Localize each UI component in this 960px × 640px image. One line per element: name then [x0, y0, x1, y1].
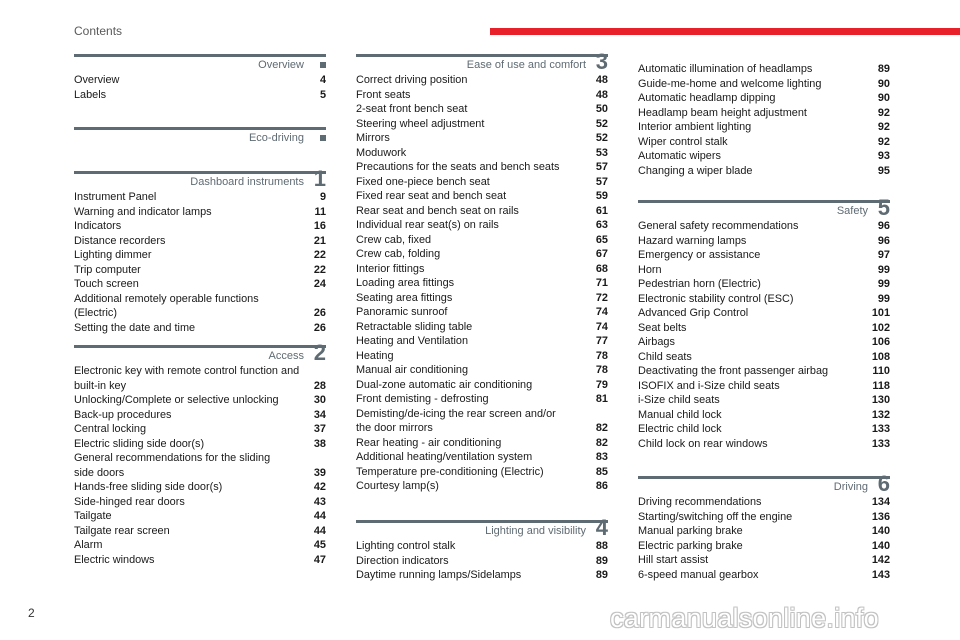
- toc-entry-page: 92: [877, 121, 890, 133]
- toc-entry[interactable]: [356, 334, 608, 349]
- toc-entry[interactable]: [638, 292, 890, 307]
- toc-section: [74, 340, 326, 567]
- toc-entry[interactable]: [74, 263, 326, 278]
- toc-entry-title: Distance recorders: [74, 234, 166, 247]
- toc-section: [74, 127, 326, 146]
- toc-entry[interactable]: [356, 407, 608, 422]
- toc-entry[interactable]: [638, 524, 890, 539]
- toc-entry[interactable]: [74, 190, 326, 205]
- toc-entry-title: Driving recommendations: [638, 496, 762, 508]
- toc-entry-title: Crew cab, fixed: [356, 233, 432, 246]
- toc-entry[interactable]: [638, 106, 890, 121]
- toc-entry-title: Fixed rear seat and bench seat: [356, 190, 507, 202]
- section-header: [356, 49, 608, 74]
- toc-entry[interactable]: [638, 539, 890, 554]
- toc-entry-title: Labels: [74, 88, 107, 101]
- section-number: 5: [877, 195, 890, 220]
- toc-entry-title: Indicators: [74, 220, 122, 232]
- toc-entry[interactable]: [356, 204, 608, 219]
- toc-entry[interactable]: [356, 291, 608, 306]
- toc-entry-page: 37: [313, 423, 326, 435]
- toc-entry-page: 68: [595, 262, 608, 275]
- toc-entry-title: Setting the date and time: [74, 321, 196, 334]
- section-number: 4: [595, 515, 608, 540]
- toc-entry-page: 4: [319, 74, 326, 86]
- toc-entry-page: 22: [313, 249, 326, 261]
- toc-entry-title: Electronic key with remote control function and: [74, 365, 300, 377]
- section-title: Safety: [836, 205, 868, 217]
- toc-entry[interactable]: [638, 495, 890, 510]
- section-number: 6: [877, 471, 890, 496]
- toc-entry-title: Guide-me-home and welcome lighting: [638, 77, 822, 90]
- toc-entry-title: Tailgate: [74, 510, 112, 522]
- toc-entry-title: Overview: [74, 74, 120, 86]
- header-accent-bar: [490, 28, 960, 35]
- toc-entry[interactable]: [356, 479, 608, 494]
- toc-entry-page: 50: [595, 103, 608, 115]
- toc-entry-page: 48: [595, 74, 608, 86]
- page-number: 2: [28, 606, 35, 620]
- toc-section: [74, 54, 326, 102]
- toc-entry-page: 43: [313, 495, 326, 508]
- toc-entry[interactable]: [638, 335, 890, 350]
- toc-entry-page: 85: [595, 465, 608, 478]
- toc-entry-page: 48: [595, 88, 608, 101]
- toc-entry[interactable]: [638, 77, 890, 92]
- toc-entry-title: Electric parking brake: [638, 539, 743, 552]
- toc-entry-page: 106: [871, 336, 890, 348]
- section-number: 1: [313, 166, 326, 191]
- toc-entry-page: 82: [595, 422, 608, 434]
- toc-entry[interactable]: [638, 248, 890, 263]
- toc-entry-page: 81: [595, 393, 608, 405]
- toc-entry-title: Pedestrian horn (Electric): [638, 278, 761, 290]
- toc-entry-title: Electronic stability control (ESC): [638, 292, 794, 305]
- toc-entry-title: built-in key: [74, 379, 127, 392]
- toc-entry-page: 89: [595, 569, 608, 581]
- toc-entry-title: Seat belts: [638, 321, 687, 334]
- toc-entry-page: 22: [313, 263, 326, 276]
- toc-entry-title: Starting/switching off the engine: [638, 510, 793, 523]
- toc-entry-page: 99: [877, 278, 890, 290]
- toc-entry-title: Hill start assist: [638, 554, 709, 566]
- toc-entry-title: Hazard warning lamps: [638, 234, 747, 247]
- toc-entry-title: Courtesy lamp(s): [356, 480, 439, 492]
- toc-entry[interactable]: [356, 189, 608, 204]
- toc-entry-page: 92: [877, 106, 890, 119]
- toc-entry-page: 52: [595, 132, 608, 144]
- toc-entry-page: 21: [313, 234, 326, 247]
- toc-entry[interactable]: [74, 88, 326, 103]
- toc-entry-title: Manual parking brake: [638, 525, 743, 537]
- toc-entry[interactable]: [638, 364, 890, 379]
- toc-entry-page: 133: [871, 437, 890, 450]
- toc-entry-title: Headlamp beam height adjustment: [638, 106, 807, 119]
- toc-entry[interactable]: [356, 320, 608, 335]
- toc-entry-title: Instrument Panel: [74, 191, 157, 203]
- toc-entry-page: 82: [595, 436, 608, 449]
- toc-entry-title: Alarm: [74, 539, 103, 551]
- toc-entry-page: 86: [595, 480, 608, 492]
- toc-entry-title: Changing a wiper blade: [638, 164, 753, 177]
- toc-entry-title: Rear heating - air conditioning: [356, 436, 502, 449]
- toc-entry[interactable]: [74, 205, 326, 220]
- toc-entry-page: 24: [313, 278, 326, 290]
- toc-entry-page: 97: [877, 249, 890, 261]
- toc-entry-title: Airbags: [638, 336, 675, 348]
- toc-entry-title: Front demisting - defrosting: [356, 393, 489, 405]
- toc-entry[interactable]: [638, 120, 890, 135]
- toc-entry-page: 74: [595, 306, 608, 318]
- toc-entry[interactable]: [356, 378, 608, 393]
- toc-entry-title: Manual air conditioning: [356, 364, 469, 376]
- toc-entry-title: Lighting control stalk: [356, 540, 456, 552]
- toc-entry-title: Interior ambient lighting: [638, 121, 752, 133]
- toc-entry-title: Individual rear seat(s) on rails: [356, 219, 499, 231]
- toc-entry[interactable]: [638, 234, 890, 249]
- toc-entry-title: Interior fittings: [356, 262, 425, 275]
- toc-entry-page: 53: [595, 146, 608, 159]
- toc-entry-page: 5: [319, 88, 326, 101]
- toc-entry-title: Precautions for the seats and bench seats: [356, 161, 560, 173]
- toc-entry-page: 89: [595, 554, 608, 567]
- toc-section: [74, 166, 326, 335]
- toc-entry-title: Advanced Grip Control: [638, 307, 749, 319]
- toc-entry[interactable]: [638, 408, 890, 423]
- toc-entry[interactable]: [356, 305, 608, 320]
- section-header: [356, 515, 608, 540]
- toc-entry-title: Additional remotely operable functions (Electric): [74, 292, 259, 319]
- toc-entry-page: 59: [595, 190, 608, 202]
- toc-entry-page: 44: [313, 510, 326, 522]
- toc-entry-page: 67: [595, 248, 608, 260]
- toc-entry-title: Hands-free sliding side door(s): [74, 481, 223, 493]
- toc-entry-page: 26: [313, 321, 326, 334]
- toc-entry-page: 93: [877, 150, 890, 162]
- section-header: [74, 127, 326, 145]
- toc-entry[interactable]: [356, 363, 608, 378]
- toc-entry-title: Electric sliding side door(s): [74, 437, 205, 450]
- toc-entry[interactable]: [74, 408, 326, 423]
- toc-entry-page: 16: [313, 220, 326, 232]
- toc-entry[interactable]: [74, 364, 326, 379]
- toc-entry[interactable]: [74, 451, 326, 466]
- toc-entry[interactable]: [74, 248, 326, 263]
- toc-entry[interactable]: [74, 379, 326, 394]
- section-header: [638, 471, 890, 496]
- toc-entry[interactable]: [356, 465, 608, 480]
- toc-entry[interactable]: [356, 247, 608, 262]
- toc-entry[interactable]: [638, 553, 890, 568]
- toc-entry-title: Direction indicators: [356, 554, 449, 567]
- section-title: Overview: [258, 59, 304, 71]
- toc-entry-title: Tailgate rear screen: [74, 524, 170, 537]
- toc-entry-page: 101: [871, 307, 890, 319]
- toc-entry-title: side doors: [74, 466, 125, 479]
- square-bullet-icon: [320, 62, 326, 68]
- toc-entry-page: 11: [314, 205, 326, 218]
- toc-entry-page: 74: [595, 320, 608, 333]
- toc-entry-page: 45: [313, 539, 326, 551]
- toc-entry-page: 134: [871, 496, 890, 508]
- toc-entry-page: 118: [872, 379, 890, 392]
- toc-entry[interactable]: [74, 277, 326, 292]
- toc-entry[interactable]: [638, 277, 890, 292]
- section-number: 3: [595, 49, 608, 74]
- toc-entry[interactable]: [638, 437, 890, 452]
- toc-entry[interactable]: [638, 91, 890, 106]
- toc-entry[interactable]: [356, 554, 608, 569]
- toc-entry-page: 39: [313, 466, 326, 479]
- toc-entry[interactable]: [74, 393, 326, 408]
- toc-entry-title: Temperature pre-conditioning (Electric): [356, 465, 544, 478]
- toc-entry-page: 63: [595, 219, 608, 231]
- toc-entry[interactable]: [356, 218, 608, 233]
- toc-entry[interactable]: [638, 62, 890, 77]
- toc-entry-title: Daytime running lamps/Sidelamps: [356, 569, 522, 581]
- toc-entry-title: Manual child lock: [638, 408, 722, 421]
- toc-entry-title: Horn: [638, 263, 662, 276]
- toc-entry-page: 96: [877, 220, 890, 232]
- toc-entry-title: Demisting/de-icing the rear screen and/or: [356, 407, 556, 420]
- page-title: Contents: [74, 24, 123, 38]
- toc-entry-title: Retractable sliding table: [356, 320, 473, 333]
- toc-entry-page: 90: [877, 92, 890, 104]
- toc-entry-title: Electric windows: [74, 553, 155, 566]
- toc-entry[interactable]: [356, 568, 608, 583]
- toc-entry[interactable]: [74, 480, 326, 495]
- toc-entry[interactable]: [356, 73, 608, 88]
- toc-entry-page: 140: [871, 539, 890, 552]
- toc-section: [638, 471, 890, 582]
- toc-entry[interactable]: [74, 437, 326, 452]
- toc-entry[interactable]: [638, 350, 890, 365]
- toc-entry-title: 2-seat front bench seat: [356, 103, 468, 115]
- section-header: [74, 166, 326, 191]
- toc-entry-page: 42: [313, 481, 326, 493]
- toc-entry-page: 136: [871, 510, 890, 523]
- toc-entry-page: 83: [595, 451, 608, 463]
- toc-section: [638, 195, 890, 451]
- toc-entry-page: 9: [319, 191, 326, 203]
- toc-entry-title: Dual-zone automatic air conditioning: [356, 378, 533, 391]
- toc-entry[interactable]: [638, 510, 890, 525]
- toc-section: [356, 515, 608, 583]
- square-bullet-icon: [320, 135, 326, 141]
- toc-entry-page: 52: [595, 117, 608, 130]
- toc-entry[interactable]: [356, 117, 608, 132]
- section-title: Lighting and visibility: [485, 525, 586, 537]
- section-title: Driving: [833, 481, 868, 493]
- toc-entry[interactable]: [74, 73, 326, 88]
- toc-entry-page: 28: [313, 379, 326, 392]
- toc-entry-page: 142: [871, 554, 890, 566]
- toc-entry[interactable]: [356, 131, 608, 146]
- toc-entry-title: Trip computer: [74, 263, 141, 276]
- toc-entry[interactable]: [74, 422, 326, 437]
- toc-entry[interactable]: [74, 466, 326, 481]
- section-number: 2: [313, 340, 326, 365]
- toc-entry-page: 78: [595, 349, 608, 362]
- toc-entry-page: 44: [313, 524, 326, 537]
- toc-entry-page: 99: [877, 292, 890, 305]
- section-header: [74, 54, 326, 72]
- toc-entry-page: 65: [595, 233, 608, 246]
- toc-entry-title: Unlocking/Complete or selective unlocking: [74, 394, 279, 406]
- toc-entry-page: 110: [872, 365, 890, 377]
- watermark: carmanualsonline.info: [610, 603, 879, 633]
- toc-entry[interactable]: [356, 276, 608, 291]
- toc-entry-title: Automatic illumination of headlamps: [638, 63, 813, 75]
- toc-entry-title: the door mirrors: [356, 422, 433, 434]
- toc-entry-page: 108: [871, 350, 890, 363]
- toc-entry-title: Emergency or assistance: [638, 249, 761, 261]
- toc-entry[interactable]: [74, 524, 326, 539]
- toc-entry-page: 38: [313, 437, 326, 450]
- toc-entry[interactable]: [638, 164, 890, 179]
- toc-entry-title: Mirrors: [356, 132, 390, 144]
- toc-entry-title: Electric child lock: [638, 423, 722, 435]
- toc-entry[interactable]: [74, 509, 326, 524]
- toc-entry[interactable]: [638, 135, 890, 150]
- toc-entry-title: Rear seat and bench seat on rails: [356, 204, 519, 217]
- toc-entry-title: Automatic wipers: [638, 150, 721, 162]
- toc-entry-page: 71: [595, 277, 608, 289]
- toc-entry-title: Child lock on rear windows: [638, 437, 768, 450]
- toc-entry-title: i-Size child seats: [638, 394, 720, 406]
- toc-entry[interactable]: [356, 233, 608, 248]
- toc-entry-page: 34: [313, 408, 326, 421]
- toc-entry-page: 78: [595, 364, 608, 376]
- toc-entry-title: Lighting dimmer: [74, 249, 152, 261]
- toc-entry-title: Wiper control stalk: [638, 135, 728, 148]
- toc-entry[interactable]: [638, 263, 890, 278]
- toc-entry-title: Automatic headlamp dipping: [638, 92, 776, 104]
- section-title: Eco-driving: [248, 132, 304, 144]
- toc-entry-page: 57: [595, 175, 608, 188]
- toc-entry-title: Side-hinged rear doors: [74, 495, 185, 508]
- toc-entry-page: 88: [595, 540, 608, 552]
- toc-entry-title: Front seats: [356, 88, 411, 101]
- toc-entry-title: Moduwork: [356, 146, 407, 159]
- toc-entry[interactable]: [638, 568, 890, 583]
- toc-entry-title: Additional heating/ventilation system: [356, 451, 533, 463]
- toc-entry-page: 133: [871, 423, 890, 435]
- toc-entry[interactable]: [638, 306, 890, 321]
- toc-entry-page: 99: [877, 263, 890, 276]
- toc-entry[interactable]: [356, 450, 608, 465]
- toc-entry-page: 102: [871, 321, 890, 334]
- toc-entry-page: 143: [871, 568, 890, 581]
- section-title: Dashboard instruments: [190, 176, 304, 188]
- toc-entry-page: 79: [595, 378, 608, 391]
- toc-entry[interactable]: [356, 160, 608, 175]
- toc-entry-title: Heating and Ventilation: [356, 335, 469, 347]
- toc-entry[interactable]: [638, 149, 890, 164]
- toc-entry-title: 6-speed manual gearbox: [638, 568, 759, 581]
- toc-entry[interactable]: [74, 495, 326, 510]
- toc-entry-page: 95: [877, 164, 890, 177]
- toc-entry[interactable]: [638, 219, 890, 234]
- toc-entry[interactable]: [356, 262, 608, 277]
- toc-entry[interactable]: [356, 88, 608, 103]
- toc-entry[interactable]: [638, 379, 890, 394]
- toc-entry-page: 89: [877, 63, 890, 75]
- toc-entry-page: 140: [871, 525, 890, 537]
- toc-entry[interactable]: [74, 321, 326, 336]
- toc-entry-title: General recommendations for the sliding: [74, 452, 271, 464]
- toc-entry[interactable]: [356, 436, 608, 451]
- toc-entry[interactable]: [356, 146, 608, 161]
- toc-entry[interactable]: [356, 421, 608, 436]
- section-header: [638, 195, 890, 220]
- toc-entry-page: 77: [595, 335, 608, 347]
- toc-entry-page: 90: [877, 77, 890, 90]
- toc-entry[interactable]: [356, 102, 608, 117]
- toc-entry-page: 47: [313, 553, 326, 566]
- toc-entry[interactable]: [356, 349, 608, 364]
- toc-entry-title: Deactivating the front passenger airbag: [638, 365, 829, 377]
- toc-entry[interactable]: [356, 175, 608, 190]
- toc-entry[interactable]: [356, 392, 608, 407]
- toc-entry[interactable]: [638, 422, 890, 437]
- toc-entry-page: 26: [313, 307, 326, 319]
- toc-entry[interactable]: [638, 321, 890, 336]
- toc-entry[interactable]: [74, 234, 326, 249]
- toc-entry-title: Steering wheel adjustment: [356, 117, 485, 130]
- toc-entry-title: Warning and indicator lamps: [74, 205, 212, 218]
- toc-entry-title: General safety recommendations: [638, 220, 799, 232]
- toc-entry[interactable]: [74, 219, 326, 234]
- toc-entry-page: 92: [877, 135, 890, 148]
- toc-entry-title: Heating: [356, 349, 394, 362]
- toc-entry[interactable]: [638, 393, 890, 408]
- toc-entry-title: ISOFIX and i-Size child seats: [638, 379, 780, 392]
- toc-entry[interactable]: [74, 292, 326, 321]
- toc-entry-page: 96: [877, 234, 890, 247]
- section-title: Access: [268, 350, 304, 362]
- toc-entry-title: Back-up procedures: [74, 408, 172, 421]
- toc-entry-page: 61: [595, 204, 608, 217]
- toc-entry-title: Touch screen: [74, 278, 139, 290]
- toc-entry-page: 57: [595, 161, 608, 173]
- toc-entry[interactable]: [356, 539, 608, 554]
- toc-entry-page: 30: [313, 394, 326, 406]
- toc-entry-title: Panoramic sunroof: [356, 306, 448, 318]
- section-title: Ease of use and comfort: [466, 59, 586, 71]
- toc-entry-title: Child seats: [638, 350, 692, 363]
- toc-entry-title: Central locking: [74, 423, 147, 435]
- toc-entry-title: Loading area fittings: [356, 277, 455, 289]
- toc-entry[interactable]: [74, 538, 326, 553]
- toc-entry-title: Seating area fittings: [356, 291, 453, 304]
- toc-entry[interactable]: [74, 553, 326, 568]
- toc-section: [356, 49, 608, 494]
- toc-entry-title: Crew cab, folding: [356, 248, 441, 260]
- toc-entry-title: Correct driving position: [356, 74, 468, 86]
- section-header: [74, 340, 326, 365]
- toc-section: [638, 61, 890, 178]
- toc-entry-page: 72: [595, 291, 608, 304]
- toc-entry-page: 132: [871, 408, 890, 421]
- toc-entry-page: 130: [871, 394, 890, 406]
- toc-entry-title: Fixed one-piece bench seat: [356, 175, 490, 188]
